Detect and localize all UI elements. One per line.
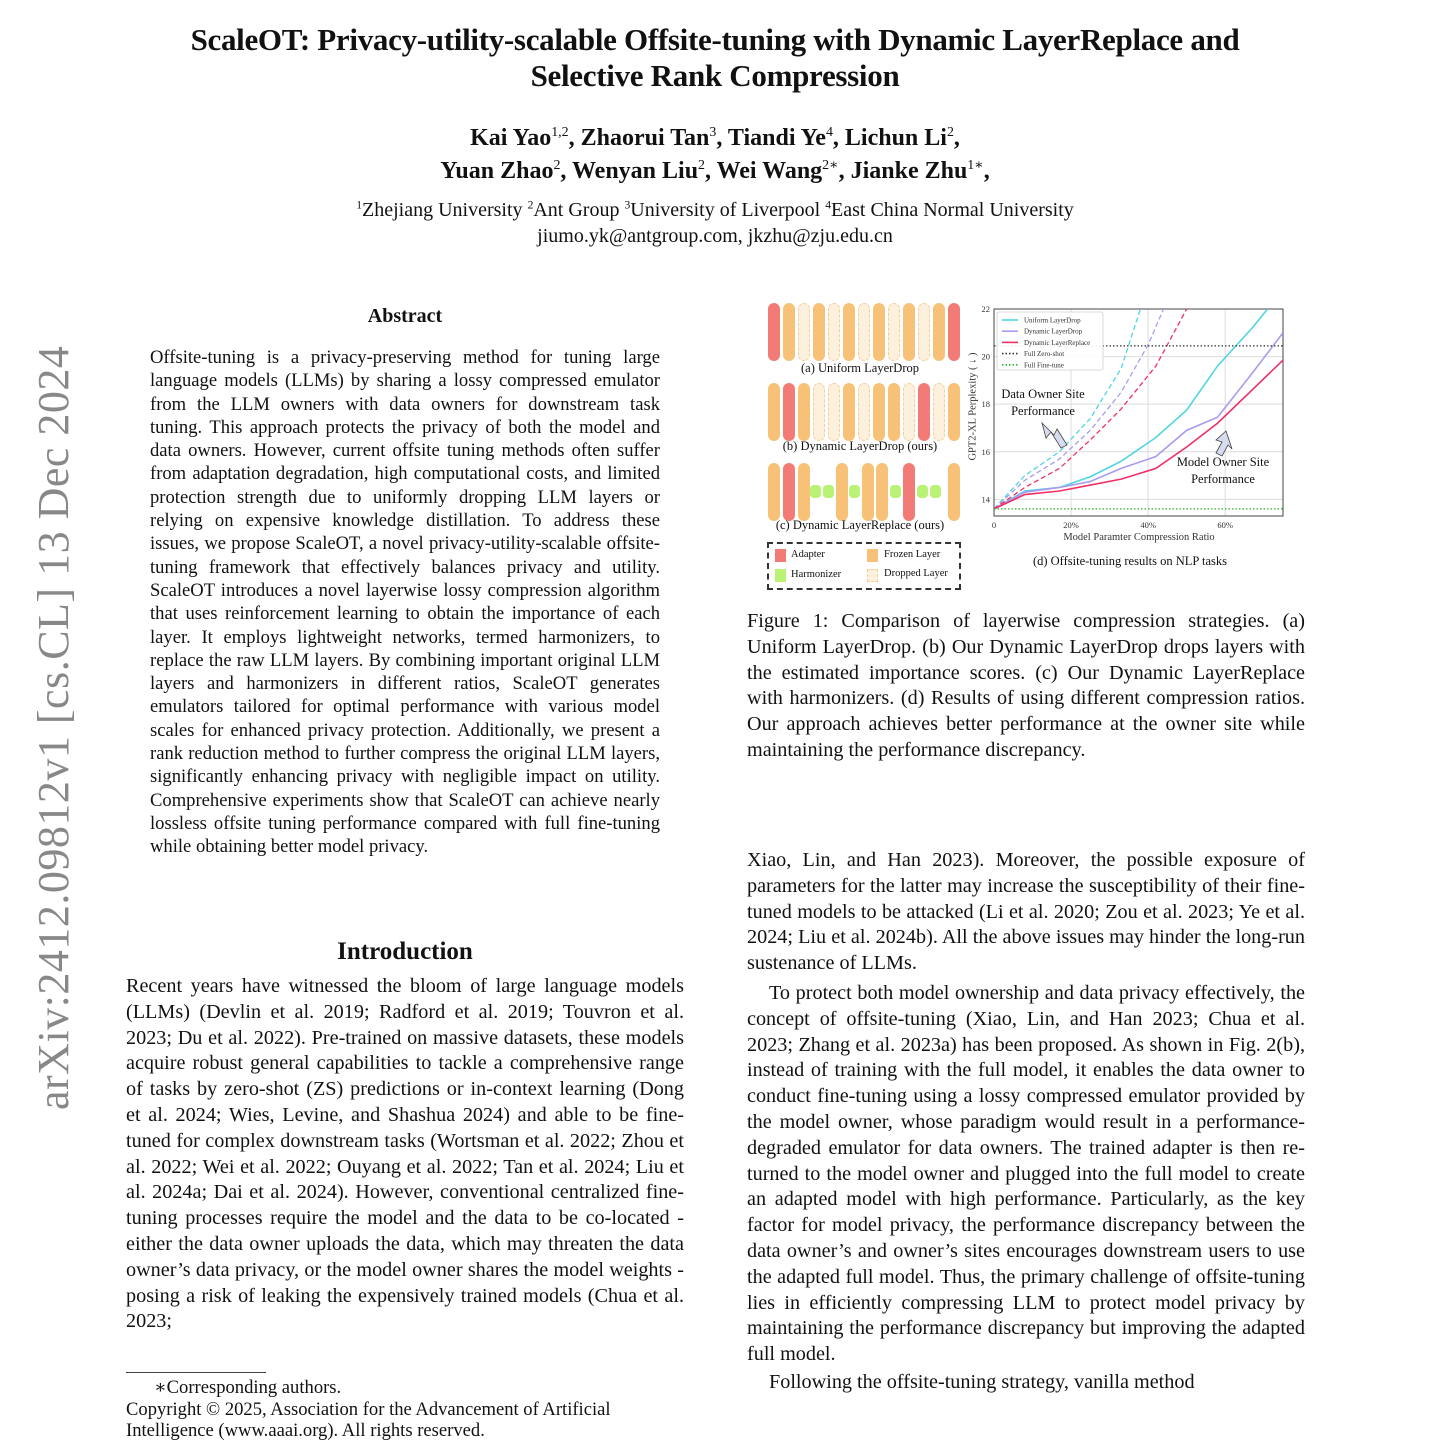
title-line-1: ScaleOT: Privacy-utility-scalable Offsite-tuning with Dynamic LayerReplace and [190, 22, 1240, 57]
legend-harmonizer: Harmonizer [791, 569, 842, 580]
introduction-heading: Introduction [337, 938, 473, 965]
frozen-layer [948, 383, 960, 441]
frozen-layer [873, 383, 885, 441]
figure-1-plot [960, 298, 1300, 578]
footnote-rule [126, 1372, 266, 1373]
frozen-layer [888, 383, 900, 441]
adapter-layer [783, 463, 795, 521]
author-affil-sup: 2 [946, 125, 954, 140]
paragraph-cut: Following the offsite-tuning strategy, vanilla method [769, 1370, 1195, 1393]
affiliation: Ant Group [533, 199, 620, 221]
x-tick-label: 20% [1063, 520, 1079, 530]
frozen-layer [798, 383, 810, 441]
affiliation-line [0, 197, 1430, 223]
arxiv-stamp: arXiv:2412.09812v1 [cs.CL] 13 Dec 2024 [29, 345, 78, 1110]
legend-adapter: Adapter [791, 549, 825, 560]
title-line-2: Selective Rank Compression [530, 58, 900, 93]
author-affil-sup: 2∗ [822, 158, 839, 173]
adapter-layer [903, 463, 915, 521]
y-tick-label: 16 [981, 446, 990, 457]
abstract-text: Offsite-tuning is a privacy-preserving method for tuning large language models (LLMs) by sharing a lossy compressed emulator from the LLM owners with data owners for downstream task tuning. This approach protects the privacy of both the model and data owners. However, current offsite tuning methods often suffer from adaptation degradation, high computational costs, and limited protection strength due to uniformly dropping LLM layers or relying on expensive knowledge distillation. To address these issues, we propose ScaleOT, a novel privacy-utility-scalable offsite-tuning framework that effectively balances privacy and utility. ScaleOT introduces a novel layerwise lossy compression algorithm that uses reinforcement learning to obtain the importance of each layer. It employs lightweight networks, termed harmonizers, to replace the raw LLM layers. By combining important original LLM layers and harmonizers in different ratios, ScaleOT generates emulators tailored for optimal performance with various model scales for enhanced privacy protection. Additionally, we present a rank reduction method to further compress the original LLM layers, significantly enhancing privacy with negligible impact on utility. Comprehensive experiments show that ScaleOT can achieve nearly lossless offsite tuning performance compared with full fine-tuning while obtaining better model privacy. [150, 347, 660, 858]
affil-sup: 1 [356, 198, 363, 212]
affiliations [0, 197, 1430, 249]
dropped-layer [813, 383, 825, 441]
annotation-line: Performance [1011, 404, 1075, 418]
corresponding-authors-note: ∗Corresponding authors. [154, 1377, 342, 1398]
legend-entry: Dynamic LayerDrop [1024, 327, 1083, 336]
dropped-layer [828, 383, 840, 441]
copyright-line-cut: Intelligence (www.aaai.org). All rights reserved. [126, 1420, 485, 1441]
affil-sup: 3 [624, 198, 631, 212]
affiliation: Zhejiang University [362, 199, 523, 221]
data-owner-arrow-icon [1042, 423, 1067, 448]
affiliation: East China Normal University [831, 199, 1074, 221]
frozen-layer [798, 463, 810, 521]
harmonizer-swatch [775, 569, 786, 582]
dropped-layer [798, 303, 810, 361]
frozen-layer [768, 383, 780, 441]
author-list [0, 122, 1430, 188]
y-tick-label: 18 [981, 399, 990, 410]
frozen-layer [903, 303, 915, 361]
author-name: Kai Yao [470, 125, 552, 151]
harmonizer-block [917, 485, 928, 498]
legend-dropped: Dropped Layer [884, 568, 948, 579]
abstract-heading: Abstract [367, 305, 443, 327]
harmonizer-block [930, 485, 941, 498]
legend-entry: Uniform LayerDrop [1024, 316, 1081, 325]
author-name: Yuan Zhao [440, 158, 554, 184]
x-tick-label: 40% [1140, 520, 1156, 530]
copyright-line: Copyright © 2025, Association for the Advancement of Artificial [126, 1398, 611, 1420]
y-tick-label: 22 [981, 304, 990, 314]
panel-b-layers [760, 383, 960, 441]
panel-c-label: (c) Dynamic LayerReplace (ours) [775, 518, 945, 532]
chart-y-axis-label: GPT2-XL Perplexity ( ↓ ) [967, 352, 979, 461]
author-line-2: Yuan Zhao$^2$, Wenyan Liu$^2$, Wei Wang$^{2∗}$, Jianke Zhu$^{1∗}$, [440, 158, 990, 184]
affil-sup: 2 [527, 198, 534, 212]
paper-title [0, 22, 1430, 94]
legend-entry: Full Zero-shot [1024, 350, 1065, 359]
panel-b-label: (b) Dynamic LayerDrop (ours) [782, 439, 938, 453]
affiliation: University of Liverpool [630, 199, 821, 221]
frozen-layer [948, 463, 960, 521]
frozen-layer [783, 303, 795, 361]
x-tick-label: 0 [991, 520, 997, 530]
author-name: Lichun Li [844, 125, 947, 151]
y-tick-label: 14 [981, 494, 990, 505]
frozen-layer [836, 463, 848, 521]
legend-entry: Full Fine-tune [1024, 361, 1064, 370]
dropped-layer [858, 383, 870, 441]
harmonizer-block [849, 485, 860, 498]
author-name: Zhaorui Tan [580, 125, 710, 151]
adapter-layer [768, 303, 780, 361]
y-tick-label: 20 [981, 351, 990, 362]
panel-a-label: (a) Uniform LayerDrop [800, 361, 919, 375]
panel-d-label: (d) Offsite-tuning results on NLP tasks [1032, 554, 1228, 568]
frozen-layer [876, 463, 888, 521]
annotation-line: Performance [1191, 472, 1255, 486]
frozen-layer [768, 463, 780, 521]
panel-a-layers [760, 303, 960, 361]
adapter-layer [783, 383, 795, 441]
dropped-swatch [867, 569, 878, 582]
harmonizer-block [823, 485, 834, 498]
annotation-data-owner [988, 386, 1098, 420]
author-affil-sup: 2 [553, 158, 561, 173]
author-affil-sup: 4 [825, 125, 833, 140]
figure-1-legend [767, 542, 961, 590]
author-affil-sup: 3 [709, 125, 717, 140]
adapter-swatch [775, 549, 786, 562]
author-affil-sup: 1,2 [551, 125, 569, 140]
adapter-layer [948, 303, 960, 361]
panel-c-layers [760, 463, 960, 521]
chart-x-axis-label: Model Paramter Compression Ratio [1063, 532, 1215, 543]
frozen-layer [933, 303, 945, 361]
dropped-layer [828, 303, 840, 361]
author-name: Tiandi Ye [727, 125, 826, 151]
author-name: Wei Wang [716, 158, 823, 184]
dropped-layer [918, 303, 930, 361]
paragraph: Xiao, Lin, and Han 2023). Moreover, the possible exposure of parameters for the latter may increase the susceptibility of their fine-tuned models to be attacked (Li et al. 2020; Zou et al. 2023; Ye et al. 2024; Liu et al. 2024b). All the above issues may hinder the long-run sustenance of LLMs. [747, 849, 1305, 975]
frozen-layer [873, 303, 885, 361]
annotation-line: Model Owner Site [1176, 455, 1270, 469]
figure-1-caption: Figure 1: Comparison of layerwise compression strategies. (a) Uniform LayerDrop. (b) Our Dynamic LayerDrop drops layers with the estimated importance scores. (c) Our Dynamic LayerReplace with harmonizers. (d) Results of using different compression ratios. Our approach achieves better performance at the owner site while maintaining the performance discrepancy. [747, 610, 1305, 761]
annotation-line: Data Owner Site [1001, 387, 1085, 401]
author-affil-sup: 2 [698, 158, 705, 173]
author-line-1: Kai Yao$^{1,2}$, Zhaorui Tan$^3$, Tiandi Ye$^4$, Lichun Li$^2$, [470, 125, 960, 151]
frozen-layer [843, 303, 855, 361]
dropped-layer [903, 383, 915, 441]
frozen-swatch [867, 549, 878, 562]
paragraph: To protect both model ownership and data privacy effectively, the concept of offsite-tuning (Xiao, Lin, and Han 2023; Chua et al. 2023; Zhang et al. 2023a) has been proposed. As shown in Fig. 2(b), instead of training with the full model, it enables the data owner to conduct fine-tuning using a lossy compressed emulator provided by the model owner, whose paradigm would result in a performance-degraded emulator for data owners. The trained adapter is then returned to the model owner and plugged into the full model to create an adapted model with high performance. Particularly, as the key factor for model privacy, the performance discrepancy between the data owner’s and owner’s sites encourages downstream users to use the adapted full model. Thus, the primary challenge of offsite-tuning lies in efficiently compressing LLM to protect model privacy by maintaining the performance discrepancy but improving the adapted full model. [747, 981, 1305, 1366]
frozen-layer [843, 383, 855, 441]
harmonizer-block [810, 485, 821, 498]
legend-entry: Dynamic LayerReplace [1024, 338, 1091, 347]
author-name: Jianke Zhu [850, 158, 968, 184]
right-column-text [747, 848, 1305, 1396]
dropped-layer [888, 303, 900, 361]
author-name: Wenyan Liu [572, 158, 699, 184]
x-tick-label: 60% [1217, 520, 1233, 530]
legend-frozen: Frozen Layer [884, 549, 941, 560]
footnote [126, 1377, 686, 1442]
frozen-layer [862, 463, 874, 521]
dropped-layer [933, 383, 945, 441]
introduction-text: Recent years have witnessed the bloom of large language models (LLMs) (Devlin et al. 2019; Radford et al. 2019; Touvron et al. 2023; Du et al. 2022). Pre-trained on massive datasets, these models acquire robust general capabilities to tackle a comprehensive range of tasks by zero-shot (ZS) predictions or in-context learning (Dong et al. 2024; Wies, Levine, and Shashua 2024) and able to be fine-tuned for complex downstream tasks (Wortsman et al. 2022; Zhou et al. 2022; Wei et al. 2022; Ouyang et al. 2022; Tan et al. 2024; Liu et al. 2024a; Dai et al. 2024). However, conventional centralized fine-tuning processes require the model and the data to be co-located - either the data owner uploads the data, which may threaten the data owner’s data privacy, or the model owner shares the model weights - posing a risk of leaking the expensively trained models (Chua et al. 2023; [126, 975, 684, 1333]
affil-sup: 4 [825, 198, 832, 212]
author-affil-sup: 1∗ [967, 158, 984, 173]
adapter-layer [918, 383, 930, 441]
harmonizer-block [890, 485, 901, 498]
emails: jiumo.yk@antgroup.com, jkzhu@zju.edu.cn [537, 225, 893, 247]
frozen-layer [813, 303, 825, 361]
dropped-layer [858, 303, 870, 361]
annotation-model-owner [1164, 454, 1282, 488]
